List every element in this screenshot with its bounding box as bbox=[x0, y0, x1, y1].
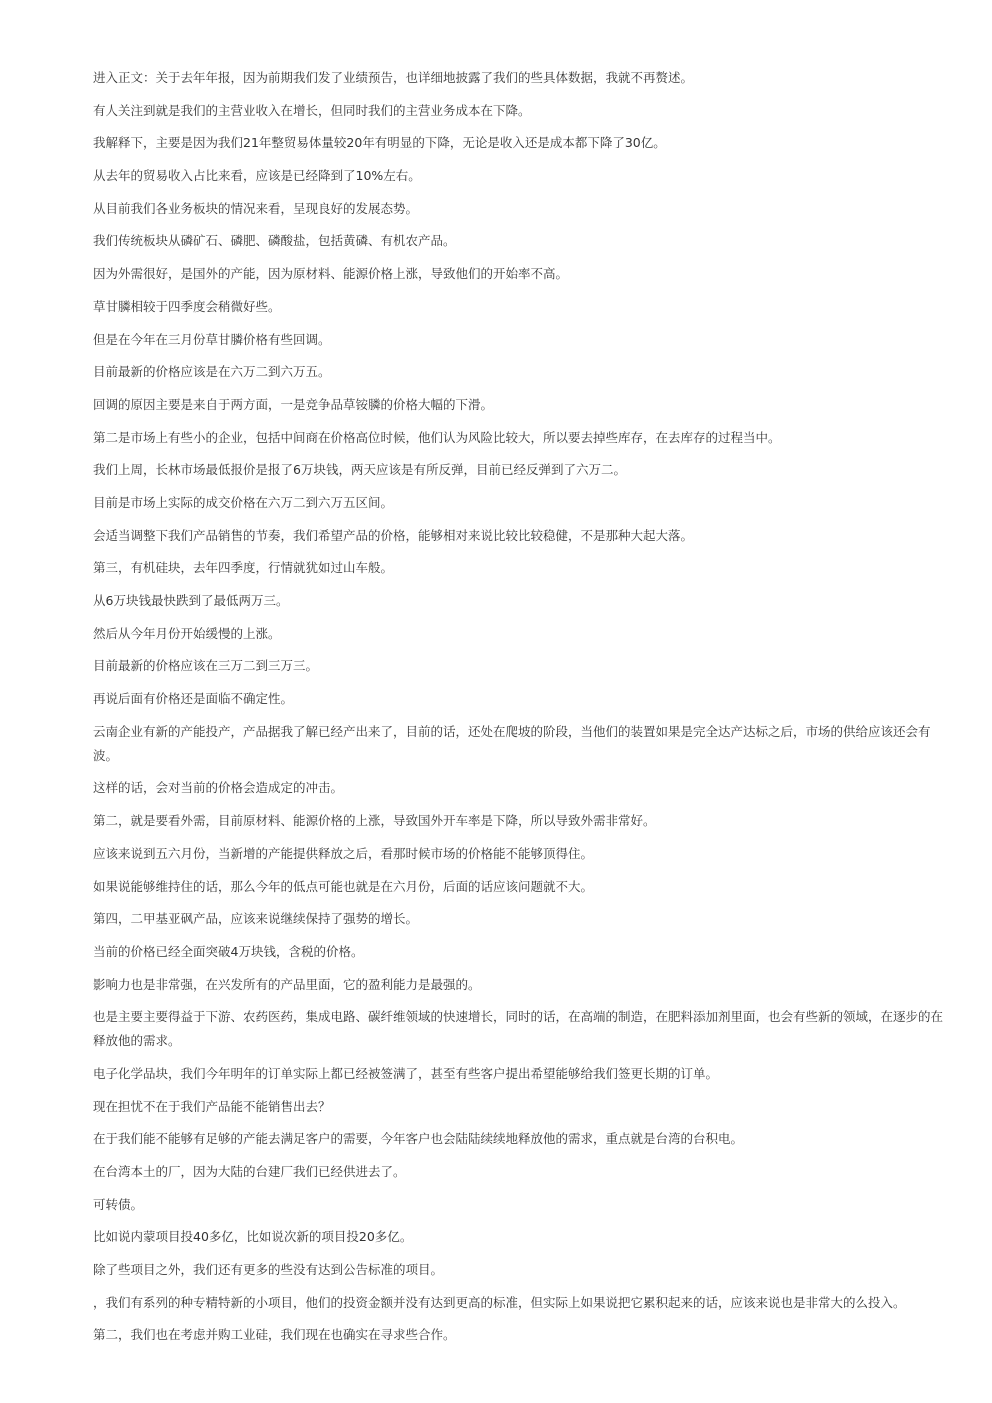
paragraph: 现在担忧不在于我们产品能不能销售出去？ bbox=[93, 1098, 331, 1114]
paragraph: 从去年的贸易收入占比来看，应该是已经降到了10%左右。 bbox=[93, 168, 421, 184]
paragraph: 比如说内蒙项目投40多亿，比如说次新的项目投20多亿。 bbox=[93, 1229, 413, 1245]
paragraph: 在台湾本土的厂，因为大陆的台建厂我们已经供进去了。 bbox=[93, 1164, 406, 1179]
paragraph: 目前最新的价格应该在三万二到三万三。 bbox=[93, 658, 319, 674]
paragraph: 草甘膦相较于四季度会稍微好些。 bbox=[93, 298, 281, 314]
paragraph: 有人关注到就是我们的主营业收入在增长，但同时我们的主营业务成本在下降。 bbox=[93, 102, 531, 118]
paragraph: 再说后面有价格还是面临不确定性。 bbox=[93, 691, 294, 707]
paragraph: 但是在今年在三月份草甘膦价格有些回调。 bbox=[93, 331, 331, 347]
paragraph: 从目前我们各业务板块的情况来看，呈现良好的发展态势。 bbox=[93, 200, 419, 216]
paragraph: 在于我们能不能够有足够的产能去满足客户的需要，今年客户也会陆陆续续地释放他的需求，重点就是台湾的台积电。 bbox=[93, 1131, 744, 1147]
paragraph: 目前是市场上实际的成交价格在六万二到六万五区间。 bbox=[93, 494, 394, 510]
paragraph: 电子化学品块，我们今年明年的订单实际上都已经被签满了，甚至有些客户提出希望能够给我们签更长期的订单。 bbox=[93, 1065, 719, 1081]
paragraph: 第四，二甲基亚砜产品，应该来说继续保持了强势的增长。 bbox=[93, 911, 419, 927]
paragraph: 我解释下，主要是因为我们21年整贸易体量较20年有明显的下降，无论是收入还是成本都下降了30亿。 bbox=[93, 135, 666, 151]
paragraph: 因为外需很好，是国外的产能，因为原材料、能源价格上涨，导致他们的开始率不高。 bbox=[93, 266, 569, 282]
paragraph: 应该来说到五六月份，当新增的产能提供释放之后，看那时候市场的价格能不能够顶得住。 bbox=[93, 845, 594, 861]
paragraph: 会适当调整下我们产品销售的节奏，我们希望产品的价格，能够相对来说比较比较稳健，不是那种大起大落。 bbox=[93, 527, 694, 543]
paragraph: 如果说能够维持住的话，那么今年的低点可能也就是在六月份，后面的话应该问题就不大。 bbox=[93, 878, 594, 894]
paragraph: 第三，有机硅块，去年四季度，行情就犹如过山车般。 bbox=[93, 560, 394, 576]
paragraph: 也是主要主要得益于下游、农药医药，集成电路、碳纤维领域的快速增长，同时的话，在高端的制造，在肥料添加剂里面，也会有些新的领域，在逐步的在释放他的需求。 bbox=[93, 1009, 944, 1049]
paragraph: 我们传统板块从磷矿石、磷肥、磷酸盐，包括黄磷、有机农产品。 bbox=[93, 233, 456, 249]
paragraph: ，我们有系列的种专精特新的小项目，他们的投资金额并没有达到更高的标准，但实际上如果说把它累积起来的话，应该来说也是非常大的么投入。 bbox=[93, 1294, 906, 1310]
paragraph: 我们上周，长林市场最低报价是报了6万块钱，两天应该是有所反弹，目前已经反弹到了六万二。 bbox=[93, 462, 626, 478]
paragraph: 第二，我们也在考虑并购工业硅，我们现在也确实在寻求些合作。 bbox=[93, 1327, 456, 1343]
paragraph: 进入正文：关于去年年报，因为前期我们发了业绩预告，也详细地披露了我们的些具体数据，我就不再赘述。 bbox=[93, 70, 694, 85]
paragraph: 从6万块钱最快跌到了最低两万三。 bbox=[93, 593, 289, 608]
paragraph: 这样的话，会对当前的价格会造成定的冲击。 bbox=[93, 780, 344, 796]
paragraph: 第二，就是要看外需，目前原材料、能源价格的上涨，导致国外开车率是下降，所以导致外需非常好。 bbox=[93, 813, 656, 829]
paragraph: 可转债。 bbox=[93, 1196, 144, 1212]
document-body bbox=[93, 66, 945, 1356]
paragraph: 然后从今年月份开始缓慢的上涨。 bbox=[93, 625, 281, 641]
paragraph: 除了些项目之外，我们还有更多的些没有达到公告标准的项目。 bbox=[93, 1262, 444, 1278]
paragraph: 当前的价格已经全面突破4万块钱，含税的价格。 bbox=[93, 943, 364, 959]
paragraph: 云南企业有新的产能投产，产品据我了解已经产出来了，目前的话，还处在爬坡的阶段，当他们的装置如果是完全达产达标之后，市场的供给应该还会有波。 bbox=[93, 723, 931, 763]
paragraph: 第二是市场上有些小的企业，包括中间商在价格高位时候，他们认为风险比较大，所以要去掉些库存，在去库存的过程当中。 bbox=[93, 429, 781, 445]
paragraph: 影响力也是非常强，在兴发所有的产品里面，它的盈利能力是最强的。 bbox=[93, 976, 481, 992]
paragraph: 回调的原因主要是来自于两方面，一是竞争品草铵膦的价格大幅的下滑。 bbox=[93, 396, 494, 412]
paragraph: 目前最新的价格应该是在六万二到六万五。 bbox=[93, 364, 331, 380]
